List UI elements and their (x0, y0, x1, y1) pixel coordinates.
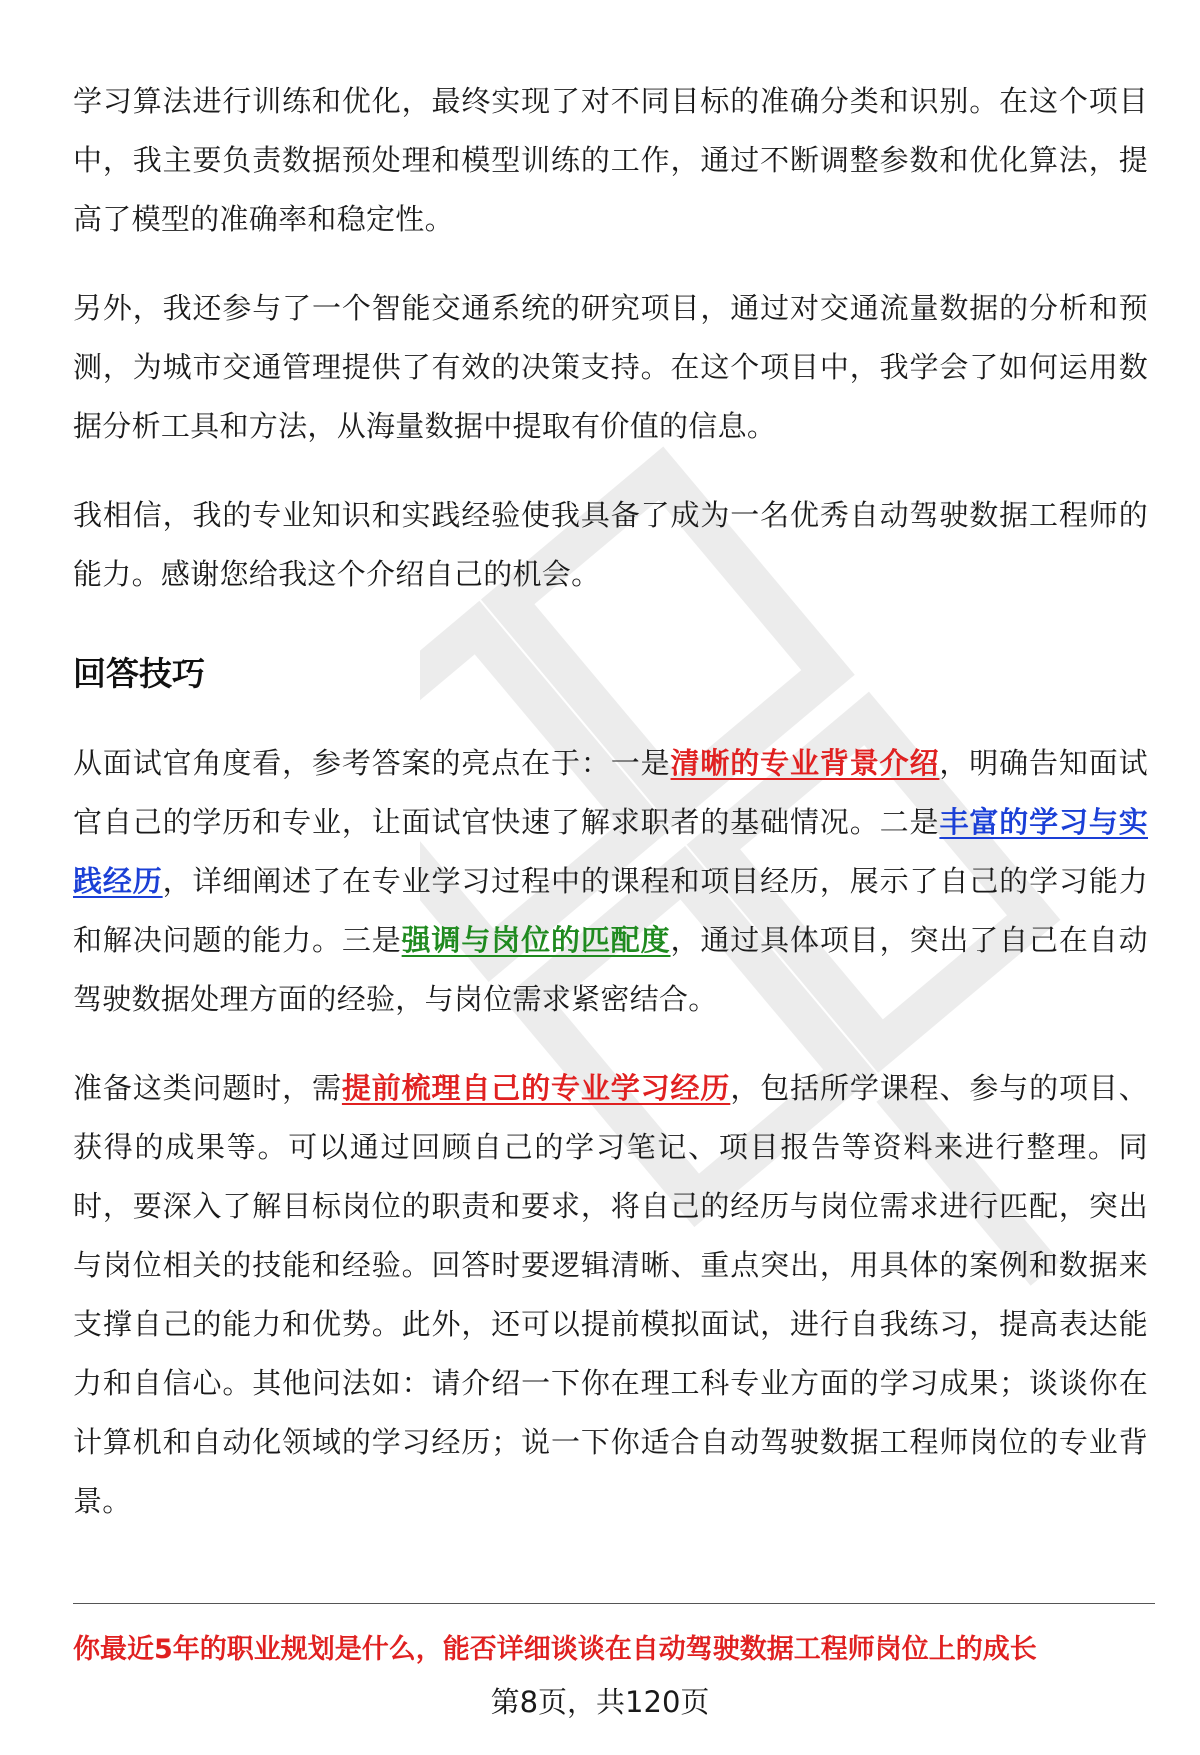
tips-paragraph (73, 734, 1148, 1029)
body-paragraph: 另外，我还参与了一个智能交通系统的研究项目，通过对交通流量数据的分析和预测，为城市交通管理提供了有效的决策支持。在这个项目中，我学会了如何运用数据分析工具和方法，从海量数据中提取有价值的信息。 (73, 291, 1148, 443)
divider (73, 1603, 1155, 1604)
text-segment: ，通过具体项目，突出了自己在自动驾驶数据处理方面的经验，与岗位需求紧密结合。 (73, 923, 1148, 1016)
text-segment: 准备这类问题时，需 (73, 1071, 342, 1105)
highlight-green: 强调与岗位的匹配度 (401, 923, 671, 957)
next-question-heading: 你最近5年的职业规划是什么，能否详细谈谈在自动驾驶数据工程师岗位上的成长 (73, 1634, 1037, 1665)
body-paragraph: 我相信，我的专业知识和实践经验使我具备了成为一名优秀自动驾驶数据工程师的能力。感谢您给我这个介绍自己的机会。 (73, 498, 1148, 591)
prep-paragraph (73, 1059, 1148, 1531)
page-number: 第8页，共120页 (490, 1685, 710, 1719)
section-heading: 回答技巧 (73, 654, 205, 693)
text-segment: 从面试官角度看，参考答案的亮点在于：一是 (73, 746, 671, 780)
text-segment: ，明确告知面试官自己的学历和专业，让面试官快速了解求职者的基础情况。二是 (73, 746, 1148, 839)
body-paragraph: 学习算法进行训练和优化，最终实现了对不同目标的准确分类和识别。在这个项目中，我主要负责数据预处理和模型训练的工作，通过不断调整参数和优化算法，提高了模型的准确率和稳定性。 (73, 84, 1148, 236)
highlight-blue: 丰富的学习与实践经历 (73, 805, 1148, 898)
text-segment: ，详细阐述了在专业学习过程中的课程和项目经历，展示了自己的学习能力和解决问题的能力。三是 (73, 864, 1148, 957)
highlight-red: 清晰的专业背景介绍 (670, 746, 940, 780)
highlight-red: 提前梳理自己的专业学习经历 (341, 1071, 731, 1105)
text-segment: ，包括所学课程、参与的项目、获得的成果等。可以通过回顾自己的学习笔记、项目报告等资料来进行整理。同时，要深入了解目标岗位的职责和要求，将自己的经历与岗位需求进行匹配，突出与岗位相关的技能和经验。回答时要逻辑清晰、重点突出，用具体的案例和数据来支撑自己的能力和优势。此外，还可以提前模拟面试，进行自我练习，提高表达能力和自信心。其他问法如：请介绍一下你在理工科专业方面的学习成果；谈谈你在计算机和自动化领域的学习经历；说一下你适合自动驾驶数据工程师岗位的专业背景。 (73, 1071, 1149, 1518)
document-body (73, 72, 1148, 1561)
